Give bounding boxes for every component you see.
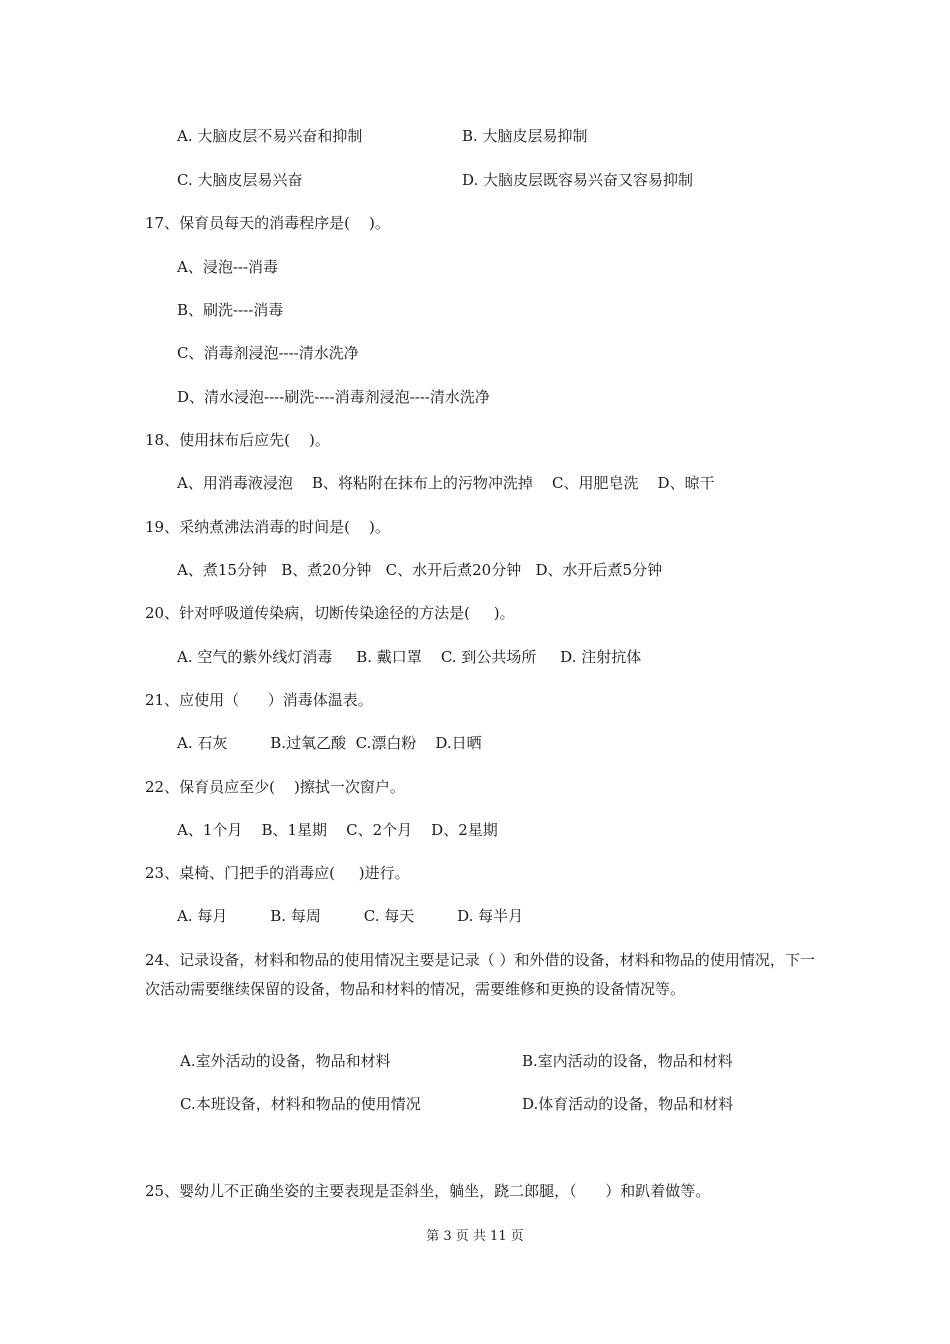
q23-stem: 23、桌椅、门把手的消毒应( )进行。: [145, 864, 410, 882]
q16-option-d: D. 大脑皮层既容易兴奋又容易抑制: [462, 171, 694, 189]
q23-options: A. 每月 B. 每周 C. 每天 D. 每半月: [177, 907, 524, 925]
q22-stem: 22、保育员应至少( )擦拭一次窗户。: [145, 778, 405, 796]
q24-option-d: D.体育活动的设备，物品和材料: [522, 1095, 734, 1113]
q17-option-a: A、浸泡---消毒: [177, 258, 279, 276]
q16-option-b: B. 大脑皮层易抑制: [462, 127, 588, 145]
q24-option-a: A.室外活动的设备，物品和材料: [180, 1052, 391, 1070]
q24-stem: 24、记录设备，材料和物品的使用情况主要是记录（ ）和外借的设备，材料和物品的使用情况，下一次活动需要继续保留的设备，物品和材料的情况，需要维修和更换的设备情况等。: [145, 951, 815, 998]
q21-options: A. 石灰 B.过氧乙酸 C.漂白粉 D.日晒: [177, 734, 482, 752]
q21-stem: 21、应使用（ ）消毒体温表。: [145, 691, 373, 709]
q25-stem: 25、婴幼儿不正确坐姿的主要表现是歪斜坐，躺坐，跷二郎腿，（ ）和趴着做等。: [145, 1182, 711, 1200]
page-number-footer: 第 3 页 共 11 页: [426, 1229, 524, 1244]
q20-stem: 20、针对呼吸道传染病，切断传染途径的方法是( )。: [145, 604, 515, 622]
q18-stem: 18、使用抹布后应先( )。: [145, 431, 330, 449]
q20-options: A. 空气的紫外线灯消毒 B. 戴口罩 C. 到公共场所 D. 注射抗体: [177, 648, 642, 666]
q16-option-c: C. 大脑皮层易兴奋: [177, 171, 303, 189]
q19-stem: 19、采纳煮沸法消毒的时间是( )。: [145, 518, 390, 536]
q17-stem: 17、保育员每天的消毒程序是( )。: [145, 214, 390, 232]
q19-options: A、煮15分钟 B、煮20分钟 C、水开后煮20分钟 D、水开后煮5分钟: [177, 561, 663, 579]
q22-options: A、1个月 B、1星期 C、2个月 D、2星期: [177, 821, 498, 839]
q18-options: A、用消毒液浸泡 B、将粘附在抹布上的污物冲洗掉 C、用肥皂洗 D、晾干: [177, 474, 715, 492]
q17-option-c: C、消毒剂浸泡----清水洗净: [177, 344, 359, 362]
q17-option-b: B、刷洗----消毒: [177, 301, 284, 319]
q24-option-c: C.本班设备，材料和物品的使用情况: [180, 1095, 421, 1113]
q17-option-d: D、清水浸泡----刷洗----消毒剂浸泡----清水洗净: [177, 388, 490, 406]
q16-option-a: A. 大脑皮层不易兴奋和抑制: [177, 127, 363, 145]
q24-option-b: B.室内活动的设备，物品和材料: [522, 1052, 733, 1070]
